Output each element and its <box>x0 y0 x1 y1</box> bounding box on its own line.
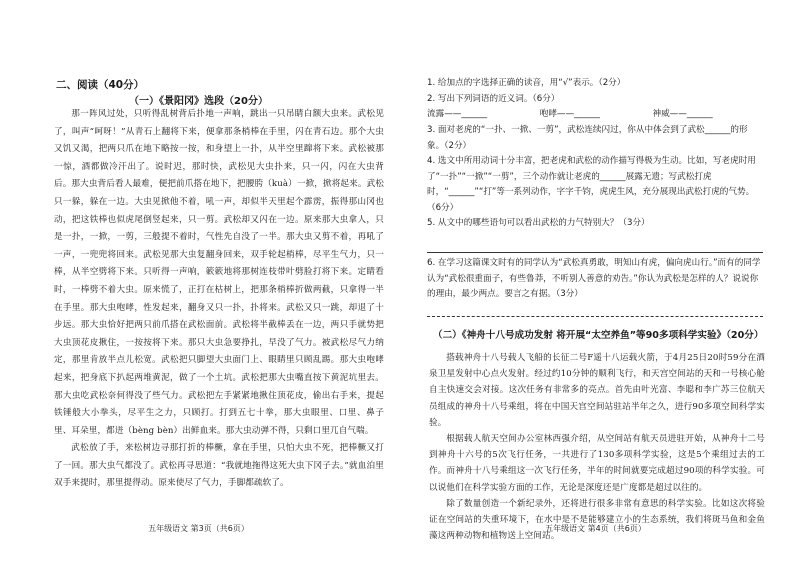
right-page <box>397 0 794 561</box>
divider <box>427 316 763 317</box>
questions-block <box>427 76 763 232</box>
synonym-3[interactable]: 神威——______ <box>652 109 713 119</box>
passage-paragraph: 搭载神舟十八号载人飞船的长征二号F遥十八运载火箭，于4月25日20时59分在酒泉卫星发射中心点火发射。经过约10分钟的顺利飞行，和天宫空间站的天和一号核心舱自主快速交会对接。这次任务有非常多的亮点。首先由叶光富、李聪和李广苏三位航天员组成的神舟十八号乘组，将在中国天宫空间站驻站半年之久，进行90多项空间科学实验。 <box>429 353 765 428</box>
part-one-title: （一）《景阳冈》选段（20分） <box>129 96 268 107</box>
passage-paragraph: 武松放了手，来松树边寻那打折的棒橛，拿在手里，只怕大虫不死，把棒橛又打了一回。那大虫气都没了。武松再寻思道：“我就地拖得这死大虫下冈子去。”就血泊里双手来提时，那里提得动。原来使尽了气力，手脚都疏软了。 <box>54 443 384 489</box>
question-2: 2. 写出下列词语的近义词。（6分） <box>427 93 560 104</box>
question-6: 6. 在学习这篇课文时有的同学认为“武松真勇敢，明知山有虎，偏向虎山行。”而有的同学认为“武松很重面子，有些鲁莽，不听别人善意的劝告。”你认为武松是怎样的人？说说你的理由，最少两点。要言之有据。（3分） <box>427 258 761 299</box>
question-5: 5. 从文中的哪些语句可以看出武松的力气特别大？（3分） <box>427 218 650 228</box>
passage-paragraph: 除了数量创造一个新纪录外，还将进行很多非常有意思的科学实验。比如这次将验证在空间站的失重环境下，在水中是不是能够建立小的生态系统，我们将斑马鱼和金鱼藻这两种动物和植物送上空间站。 <box>429 498 765 542</box>
question-6-block <box>427 256 763 303</box>
synonym-row <box>427 107 763 123</box>
passage-paragraph: 根据载人航天空间办公室林西强介绍，从空间站有航天员进驻开始，从神舟十二号到神舟十六号的5次飞行任务，一共进行了130多项科学实验，这是5个乘组过去的工作。而神舟十八号乘组这一次飞行任务，半年的时间就要完成超过90项的科学实验。可以说他们在科学实验方面的工作，无论是深度还是广度都是超过以往的。 <box>429 434 765 493</box>
question-4: 4. 选文中所用动词十分丰富，把老虎和武松的动作描写得极为生动。比如，写老虎时用了“一扑”“一掀”“一剪”，三个动作就让老虎的______展露无遗；写武松打虎时，“______”“打”等一系列动作，字字千钧，虎虎生风，充分展现出武松打虎的气势。（6分） <box>427 156 756 213</box>
section-title: 二、阅读（40分） <box>56 79 145 91</box>
passage-two <box>429 350 765 544</box>
answer-line[interactable] <box>427 252 763 253</box>
synonym-1[interactable]: 流露——______ <box>427 109 488 119</box>
page-footer-left: 五年级语文 第3页（共6页） <box>148 524 249 533</box>
question-1: 1. 给加点的字选择正确的读音，用“√”表示。（2分） <box>427 78 626 88</box>
part-two-title: （二）《神舟十八号成功发射 将开展“太空养鱼”等90多项科学实验》（20分） <box>433 330 764 341</box>
passage-one <box>54 106 384 493</box>
passage-paragraph: 那一阵风过处，只听得乱树背后扑地一声响，跳出一只吊睛白额大虫来。武松见了，叫声“呵呀！”从青石上翻将下来，便拿那条梢棒在手里，闪在青石边。那个大虫又饥又渴，把两只爪在地下略按一按，和身望上一扑，从半空里蹿将下来。武松被那一惊，酒都做冷汗出了。说时迟，那时快，武松见大虫扑来，只一闪，闪在大虫背后。那大虫背后看人最难，便把前爪搭在地下，把腰胯（kuà）一掀，掀将起来。武松只一躲，躲在一边。大虫见掀他不着，吼一声，却似半天里起个霹雳，振得那山冈也动，把这铁棒也似虎尾倒竖起来，只一剪。武松却又闪在一边。原来那大虫拿人，只是一扑，一掀，一剪，三般提不着时，气性先自没了一半。那大虫又剪不着，再吼了一声，一兜兜将回来。武松见那大虫复翻身回来，双手轮起梢棒，尽平生气力，只一棒，从半空劈将下来。只听得一声响，簌簌地将那树连枝带叶劈脸打将下来。定睛看时，一棒劈不着大虫。原来慌了，正打在枯树上，把那条梢棒折做两截，只拿得一半在手里。那大虫咆哮，性发起来，翻身又只一扑，扑将来。武松又只一跳，却退了十步远。那大虫恰好把两只前爪搭在武松面前。武松将半截棒丢在一边，两只手就势把大虫顶花皮揪住，一按按将下来。那只大虫急要挣扎，早没了气力。被武松尽气力纳定，那里肯放半点儿松宽。武松把只脚望大虫面门上、眼睛里只顾乱踢。那大虫咆哮起来，把身底下扒起两堆黄泥，做了一个土坑。武松把那大虫嘴直按下黄泥坑里去。那大虫吃武松奈何得没了些气力。武松把左手紧紧地揪住顶花皮，偷出右手来，提起铁锤般大小拳头，尽平生之力，只顾打。打到五七十拳，那大虫眼里、口里、鼻子里、耳朵里，都迸（bèng bèn）出鲜血来。那大虫动弹不得，只剩口里兀自气喘。 <box>54 109 384 436</box>
synonym-2[interactable]: 咆哮——______ <box>539 109 600 119</box>
page-footer-right: 五年级语文 第4页（共6页） <box>545 524 646 533</box>
question-3: 3. 面对老虎的“一扑、一掀、一剪”，武松连续闪过，你从中体会到了武松______的形象。（2分） <box>427 125 748 151</box>
